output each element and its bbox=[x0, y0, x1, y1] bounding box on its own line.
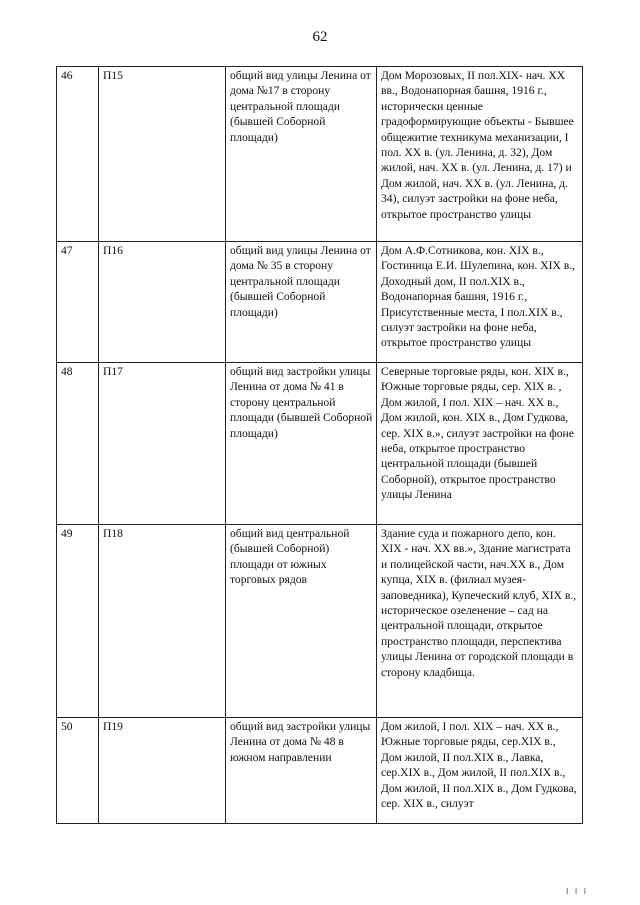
view-description-cell: общий вид застройки улицы Ленина от дома № 48 в южном направлении bbox=[226, 718, 377, 824]
protected-objects-cell: Дом А.Ф.Сотникова, кон. XIX в., Гостиница Е.И. Шулепина, кон. XIX в., Доходный дом, II пол.XIX в., Водонапорная башня, 1916 г., Присутственные места, I пол.XIX в., силуэт застройки на фоне неба, открытое пространство улицы bbox=[377, 242, 583, 363]
table-row bbox=[57, 242, 583, 363]
scan-mark: I I I bbox=[566, 887, 589, 896]
protected-objects-cell: Дом жилой, I пол. XIX – нач. XX в., Южные торговые ряды, сер.XIX в., Дом жилой, II пол.XIX в., Лавка, сер.XIX в., Дом жилой, II пол.XIX в., Дом жилой, II пол.XIX в., Дом Гудкова, сер. XIX в., силуэт bbox=[377, 718, 583, 824]
row-number-cell: 47 bbox=[57, 242, 99, 363]
viewpoint-code-cell: П16 bbox=[99, 242, 226, 363]
table-row bbox=[57, 363, 583, 525]
view-description-cell: общий вид застройки улицы Ленина от дома № 41 в сторону центральной площади (бывшей Соборной площади) bbox=[226, 363, 377, 525]
viewpoint-code-cell: П19 bbox=[99, 718, 226, 824]
view-description-cell: общий вид улицы Ленина от дома № 35 в сторону центральной площади (бывшей Соборной площади) bbox=[226, 242, 377, 363]
table-row bbox=[57, 525, 583, 718]
table-row bbox=[57, 67, 583, 242]
protected-objects-cell: Здание суда и пожарного депо, кон. XIX - нач. XX вв.», Здание магистрата и полицейской части, нач.XX в., Дом купца, XIX в. (филиал музея-заповедника), Купеческий клуб, XIX в., историческое озеленение – сад на центральной площади, открытое пространство площади, перспектива улицы Ленина от городской площади в сторону кладбища. bbox=[377, 525, 583, 718]
viewpoint-code-cell: П15 bbox=[99, 67, 226, 242]
view-description-cell: общий вид улицы Ленина от дома №17 в сторону центральной площади (бывшей Соборной площади) bbox=[226, 67, 377, 242]
row-number-cell: 50 bbox=[57, 718, 99, 824]
row-number-cell: 46 bbox=[57, 67, 99, 242]
view-description-cell: общий вид центральной (бывшей Соборной) площади от южных торговых рядов bbox=[226, 525, 377, 718]
viewpoint-code-cell: П17 bbox=[99, 363, 226, 525]
viewpoints-table bbox=[56, 66, 583, 824]
row-number-cell: 48 bbox=[57, 363, 99, 525]
viewpoint-code-cell: П18 bbox=[99, 525, 226, 718]
protected-objects-cell: Дом Морозовых, II пол.XIX- нач. XX вв., Водонапорная башня, 1916 г., исторически ценные градоформирующие объекты - Бывшее общежитие техникума механизации, I пол. XX в. (ул. Ленина, д. 32), Дом жилой, нач. XX в. (ул. Ленина, д. 17) и Дом жилой, нач. XX в. (ул. Ленина, д. 34), силуэт застройки на фоне неба, открытое пространство улицы bbox=[377, 67, 583, 242]
page-number: 62 bbox=[312, 29, 328, 45]
table-row bbox=[57, 718, 583, 824]
row-number-cell: 49 bbox=[57, 525, 99, 718]
protected-objects-cell: Северные торговые ряды, кон. XIX в., Южные торговые ряды, сер. XIX в. , Дом жилой, I пол. XIX – нач. XX в., Дом жилой, кон. XIX в., Дом Гудкова, сер. XIX в.», силуэт застройки на фоне неба, открытое пространство центральной площади (бывшей Соборной), открытое пространство улицы Ленина bbox=[377, 363, 583, 525]
